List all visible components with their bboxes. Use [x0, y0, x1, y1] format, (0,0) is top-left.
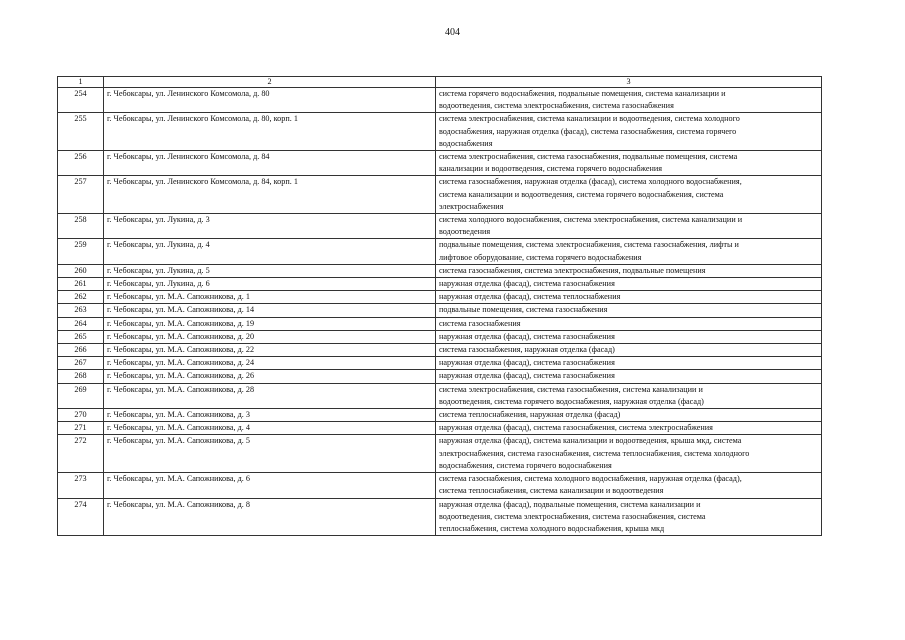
systems-line: наружная отделка (фасад), система газоснабжения: [439, 331, 615, 341]
systems-line: система электроснабжения, система канализации и водоотведения, система холодного: [439, 114, 740, 124]
row-systems: [436, 317, 822, 330]
row-number: 265: [58, 330, 104, 343]
table-row: [58, 113, 822, 151]
row-number: 264: [58, 317, 104, 330]
row-systems: [436, 176, 822, 214]
row-systems: [436, 88, 822, 113]
row-number: 271: [58, 422, 104, 435]
systems-line: система электроснабжения, система газоснабжения, система канализации и: [439, 384, 703, 394]
systems-line: водоотведения, система горячего водоснабжения, наружная отделка (фасад): [439, 396, 704, 406]
systems-line: подвальные помещения, система электроснабжения, система газоснабжения, лифты и: [439, 240, 739, 250]
row-number: 256: [58, 151, 104, 176]
table-row: [58, 239, 822, 264]
table-row: [58, 435, 822, 473]
table-row: [58, 383, 822, 408]
systems-line: система газоснабжения: [439, 318, 521, 328]
systems-line: наружная отделка (фасад), система канализации и водоотведения, крыша мкд, система: [439, 436, 742, 446]
systems-line: система теплоснабжения, система канализации и водоотведения: [439, 486, 664, 496]
row-systems: [436, 473, 822, 498]
table-row: [58, 278, 822, 291]
column-header-1: 1: [58, 77, 104, 88]
table-row: [58, 176, 822, 214]
row-number: 255: [58, 113, 104, 151]
systems-line: наружная отделка (фасад), система газоснабжения: [439, 358, 615, 368]
table-row: [58, 214, 822, 239]
row-systems: [436, 291, 822, 304]
row-systems: [436, 330, 822, 343]
row-systems: [436, 498, 822, 536]
row-number: 266: [58, 344, 104, 357]
systems-line: система газоснабжения, система холодного водоснабжения, наружная отделка (фасад),: [439, 474, 742, 484]
table-row: [58, 498, 822, 536]
table-row: [58, 304, 822, 317]
systems-line: система холодного водоснабжения, система электроснабжения, система канализации и: [439, 215, 743, 225]
row-number: 263: [58, 304, 104, 317]
column-header-3: 3: [436, 77, 822, 88]
page-number: 404: [445, 27, 460, 38]
column-header-2: 2: [104, 77, 436, 88]
row-address: г. Чебоксары, ул. М.А. Сапожникова, д. 22: [104, 344, 436, 357]
row-address: г. Чебоксары, ул. М.А. Сапожникова, д. 24: [104, 357, 436, 370]
row-address: г. Чебоксары, ул. М.А. Сапожникова, д. 4: [104, 422, 436, 435]
row-number: 268: [58, 370, 104, 383]
row-address: г. Чебоксары, ул. Лукина, д. 5: [104, 264, 436, 277]
row-number: 269: [58, 383, 104, 408]
systems-line: лифтовое оборудование, система горячего водоснабжения: [439, 252, 642, 262]
row-number: 261: [58, 278, 104, 291]
table-body: [58, 77, 822, 536]
systems-line: водоотведения, система электроснабжения, система газоснабжения, система: [439, 511, 706, 521]
row-address: г. Чебоксары, ул. Лукина, д. 6: [104, 278, 436, 291]
row-systems: [436, 370, 822, 383]
systems-line: система электроснабжения, система газоснабжения, подвальные помещения, система: [439, 152, 738, 162]
row-address: г. Чебоксары, ул. М.А. Сапожникова, д. 1: [104, 291, 436, 304]
row-address: г. Чебоксары, ул. Ленинского Комсомола, д. 80, корп. 1: [104, 113, 436, 151]
row-number: 267: [58, 357, 104, 370]
systems-line: водоотведения, система электроснабжения, система газоснабжения: [439, 101, 674, 111]
row-number: 262: [58, 291, 104, 304]
systems-line: электроснабжения: [439, 201, 504, 211]
row-number: 260: [58, 264, 104, 277]
row-address: г. Чебоксары, ул. М.А. Сапожникова, д. 5: [104, 435, 436, 473]
row-address: г. Чебоксары, ул. Лукина, д. 3: [104, 214, 436, 239]
systems-line: теплоснабжения, система холодного водоснабжения, крыша мкд: [439, 523, 665, 533]
systems-line: система газоснабжения, система электроснабжения, подвальные помещения: [439, 265, 706, 275]
row-systems: [436, 344, 822, 357]
housing-systems-table: [57, 76, 822, 536]
row-number: 273: [58, 473, 104, 498]
table-row: [58, 370, 822, 383]
systems-line: наружная отделка (фасад), система газоснабжения: [439, 371, 615, 381]
systems-line: водоснабжения: [439, 138, 493, 148]
systems-line: система канализации и водоотведения, система горячего водоснабжения, система: [439, 189, 724, 199]
systems-line: канализации и водоотведения, система горячего водоснабжения: [439, 164, 663, 174]
row-systems: [436, 304, 822, 317]
row-address: г. Чебоксары, ул. М.А. Сапожникова, д. 6: [104, 473, 436, 498]
row-address: г. Чебоксары, ул. М.А. Сапожникова, д. 8: [104, 498, 436, 536]
row-systems: [436, 214, 822, 239]
table-header-row: [58, 77, 822, 88]
table-row: [58, 357, 822, 370]
row-systems: [436, 435, 822, 473]
row-address: г. Чебоксары, ул. Ленинского Комсомола, д. 84: [104, 151, 436, 176]
row-number: 254: [58, 88, 104, 113]
row-systems: [436, 383, 822, 408]
table-row: [58, 291, 822, 304]
systems-line: система теплоснабжения, наружная отделка (фасад): [439, 410, 621, 420]
table-row: [58, 88, 822, 113]
systems-line: наружная отделка (фасад), система газоснабжения, система электроснабжения: [439, 423, 713, 433]
systems-line: наружная отделка (фасад), подвальные помещения, система канализации и: [439, 499, 701, 509]
systems-line: электроснабжения, система газоснабжения, система теплоснабжения, система холодного: [439, 448, 750, 458]
row-systems: [436, 357, 822, 370]
row-number: 258: [58, 214, 104, 239]
row-systems: [436, 278, 822, 291]
systems-line: водоснабжения, наружная отделка (фасад), система газоснабжения, система горячего: [439, 126, 737, 136]
row-number: 270: [58, 409, 104, 422]
row-number: 272: [58, 435, 104, 473]
row-systems: [436, 151, 822, 176]
systems-line: подвальные помещения, система газоснабжения: [439, 305, 608, 315]
table-row: [58, 264, 822, 277]
row-number: 257: [58, 176, 104, 214]
table-row: [58, 151, 822, 176]
table-row: [58, 344, 822, 357]
systems-line: система газоснабжения, наружная отделка (фасад), система холодного водоснабжения,: [439, 177, 742, 187]
row-systems: [436, 409, 822, 422]
table-row: [58, 330, 822, 343]
table-row: [58, 409, 822, 422]
row-systems: [436, 264, 822, 277]
systems-line: система горячего водоснабжения, подвальные помещения, система канализации и: [439, 89, 726, 98]
table-row: [58, 422, 822, 435]
systems-line: водоотведения: [439, 227, 491, 237]
systems-line: наружная отделка (фасад), система теплоснабжения: [439, 292, 621, 302]
systems-line: наружная отделка (фасад), система газоснабжения: [439, 279, 615, 289]
row-address: г. Чебоксары, ул. М.А. Сапожникова, д. 28: [104, 383, 436, 408]
row-systems: [436, 422, 822, 435]
systems-line: система газоснабжения, наружная отделка (фасад): [439, 345, 615, 355]
table-row: [58, 317, 822, 330]
row-address: г. Чебоксары, ул. М.А. Сапожникова, д. 14: [104, 304, 436, 317]
row-systems: [436, 113, 822, 151]
row-address: г. Чебоксары, ул. Лукина, д. 4: [104, 239, 436, 264]
row-address: г. Чебоксары, ул. Ленинского Комсомола, д. 84, корп. 1: [104, 176, 436, 214]
row-systems: [436, 239, 822, 264]
row-address: г. Чебоксары, ул. М.А. Сапожникова, д. 20: [104, 330, 436, 343]
systems-line: водоснабжения, система горячего водоснабжения: [439, 460, 612, 470]
row-number: 259: [58, 239, 104, 264]
row-address: г. Чебоксары, ул. М.А. Сапожникова, д. 26: [104, 370, 436, 383]
row-address: г. Чебоксары, ул. Ленинского Комсомола, д. 80: [104, 88, 436, 113]
table-row: [58, 473, 822, 498]
row-address: г. Чебоксары, ул. М.А. Сапожникова, д. 3: [104, 409, 436, 422]
row-number: 274: [58, 498, 104, 536]
row-address: г. Чебоксары, ул. М.А. Сапожникова, д. 19: [104, 317, 436, 330]
